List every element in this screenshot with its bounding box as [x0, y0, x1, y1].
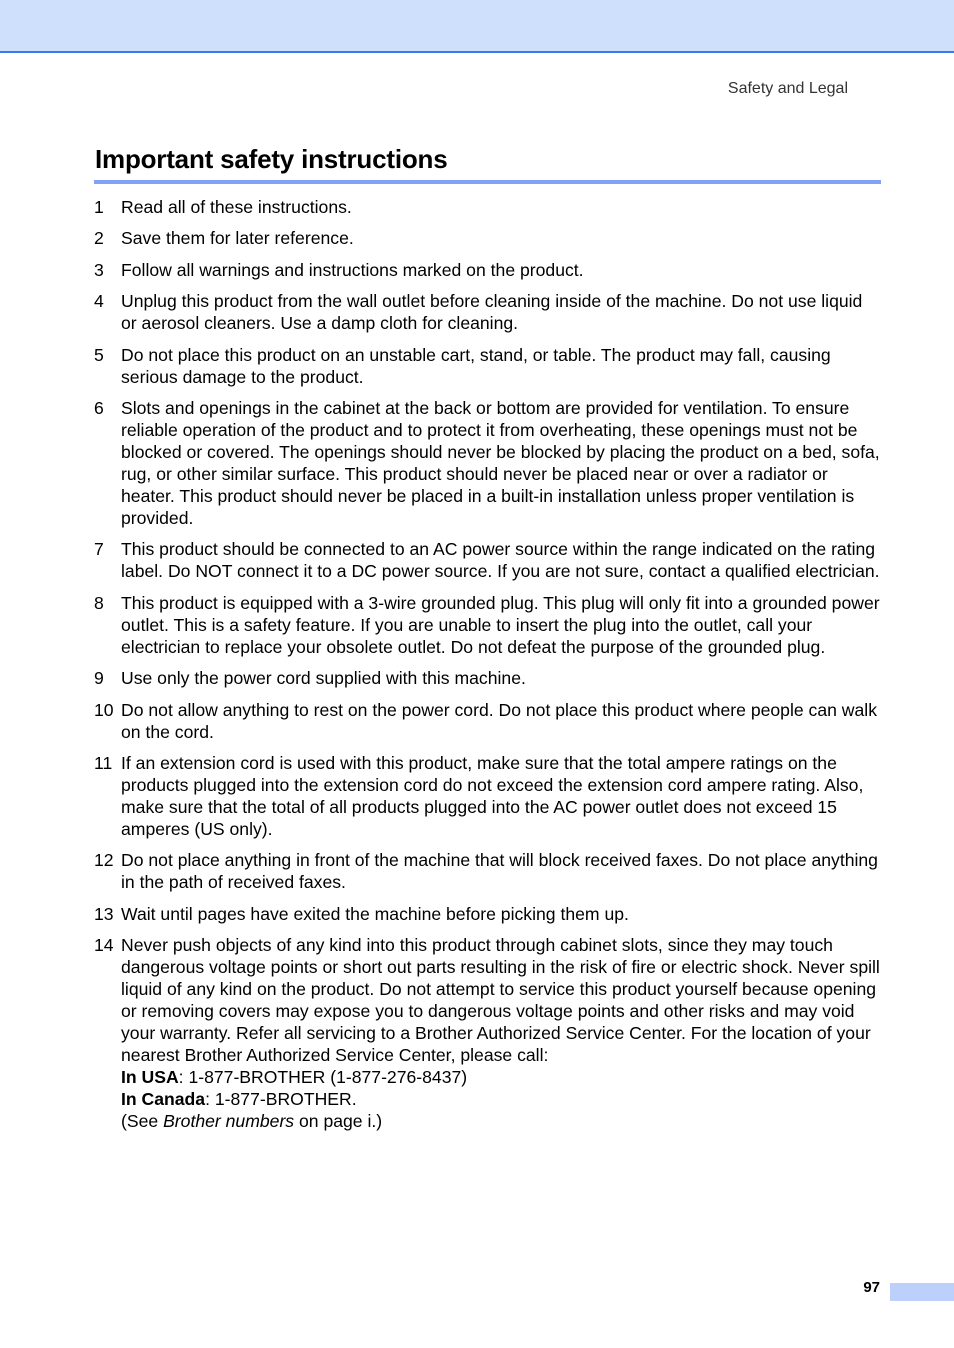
- item-text: Unplug this product from the wall outlet before cleaning inside of the machine. Do not use liquid or aerosol cleaners. Use a damp cloth for cleaning.: [121, 291, 863, 334]
- see-prefix: (See: [121, 1111, 164, 1132]
- running-header: Safety and Legal: [727, 80, 848, 97]
- item-number: 12: [94, 850, 114, 871]
- list-item: [94, 538, 881, 582]
- item-text: Do not place anything in front of the machine that will block received faxes. Do not place anything in the path of received faxes.: [121, 850, 878, 893]
- section-title: Important safety instructions: [95, 144, 448, 174]
- item-number: 9: [94, 668, 104, 689]
- see-reference: [121, 1110, 881, 1132]
- contact-canada-label: In Canada: [121, 1089, 206, 1110]
- list-item: [94, 699, 881, 743]
- list-item: [94, 196, 881, 218]
- item-number: 13: [94, 903, 114, 924]
- safety-instructions-list: [94, 196, 881, 1141]
- page-tab-marker: [890, 1283, 954, 1301]
- item-body: [121, 934, 881, 1132]
- item-number: 4: [94, 291, 104, 312]
- list-item: [94, 397, 881, 529]
- contact-canada-value: : 1-877-BROTHER.: [205, 1089, 357, 1110]
- item-number: 6: [94, 397, 104, 418]
- page-number: 97: [863, 1279, 880, 1296]
- see-suffix: on page i.): [294, 1111, 383, 1132]
- item-number: 3: [94, 259, 104, 280]
- list-item: [94, 344, 881, 388]
- item-number: 10: [94, 699, 114, 720]
- item-number: 14: [94, 935, 114, 956]
- item-text: Save them for later reference.: [121, 228, 354, 249]
- contact-usa-value: : 1-877-BROTHER (1-877-276-8437): [178, 1067, 468, 1088]
- list-item: [94, 259, 881, 281]
- item-text: This product is equipped with a 3-wire grounded plug. This plug will only fit into a grounded power outlet. This is a safety feature. If you are unable to insert the plug into the outlet, call your electrician to replace your obsolete outlet. Do not defeat the purpose of the grounded plug.: [121, 592, 880, 657]
- item-text: Read all of these instructions.: [121, 197, 352, 217]
- item-text: This product should be connected to an AC power source within the range indicated on the rating label. Do NOT connect it to a DC power source. If you are not sure, contact a qualified electrician.: [121, 539, 880, 582]
- see-reference-link: Brother numbers: [163, 1111, 295, 1132]
- list-item: [94, 592, 881, 658]
- contact-usa-label: In USA: [121, 1067, 179, 1088]
- list-item: [94, 290, 881, 334]
- item-number: 1: [94, 197, 104, 217]
- list-item: [94, 849, 881, 893]
- list-item: [94, 667, 881, 689]
- list-item: [94, 227, 881, 249]
- item-number: 5: [94, 344, 104, 365]
- item-text: Follow all warnings and instructions marked on the product.: [121, 259, 584, 280]
- item-text: Do not allow anything to rest on the power cord. Do not place this product where people can walk on the cord.: [121, 699, 877, 742]
- item-text: Use only the power cord supplied with this machine.: [121, 668, 526, 689]
- top-header-band: [0, 0, 954, 53]
- item-number: 7: [94, 539, 104, 560]
- item-text: Do not place this product on an unstable cart, stand, or table. The product may fall, causing serious damage to the product.: [121, 344, 831, 387]
- title-underline-rule: [94, 180, 881, 184]
- list-item: [94, 934, 881, 1132]
- item-text: Never push objects of any kind into this product through cabinet slots, since they may touch dangerous voltage points or short out parts resulting in the risk of fire or electric shock. Never spill liquid of any kind on the product. Do not attempt to service this product yourself because opening or removing covers may expose you to dangerous voltage points and other risks and may void your warranty. Refer all servicing to a Brother Authorized Service Center. For the location of your nearest Brother Authorized Service Center, please call:: [121, 935, 880, 1066]
- contact-usa: [121, 1066, 881, 1088]
- item-text: Slots and openings in the cabinet at the back or bottom are provided for ventilation. To ensure reliable operation of the product and to protect it from overheating, these openings must not be blocked or covered. The openings should never be blocked by placing the product on a bed, sofa, rug, or other similar surface. This product should never be placed near or over a radiator or heater. This product should never be placed in a built-in installation unless proper ventilation is provided.: [121, 397, 880, 528]
- item-number: 2: [94, 228, 104, 249]
- item-text: If an extension cord is used with this product, make sure that the total ampere ratings on the products plugged into the extension cord do not exceed the extension cord ampere rating. Also, make sure that the total of all products plugged into the AC power outlet does not exceed 15 amperes (US only).: [121, 752, 864, 839]
- contact-canada: [121, 1088, 881, 1110]
- list-item: [94, 903, 881, 925]
- list-item: [94, 752, 881, 840]
- item-number: 8: [94, 592, 104, 613]
- item-number: 11: [94, 752, 113, 773]
- item-text: Wait until pages have exited the machine before picking them up.: [121, 903, 629, 924]
